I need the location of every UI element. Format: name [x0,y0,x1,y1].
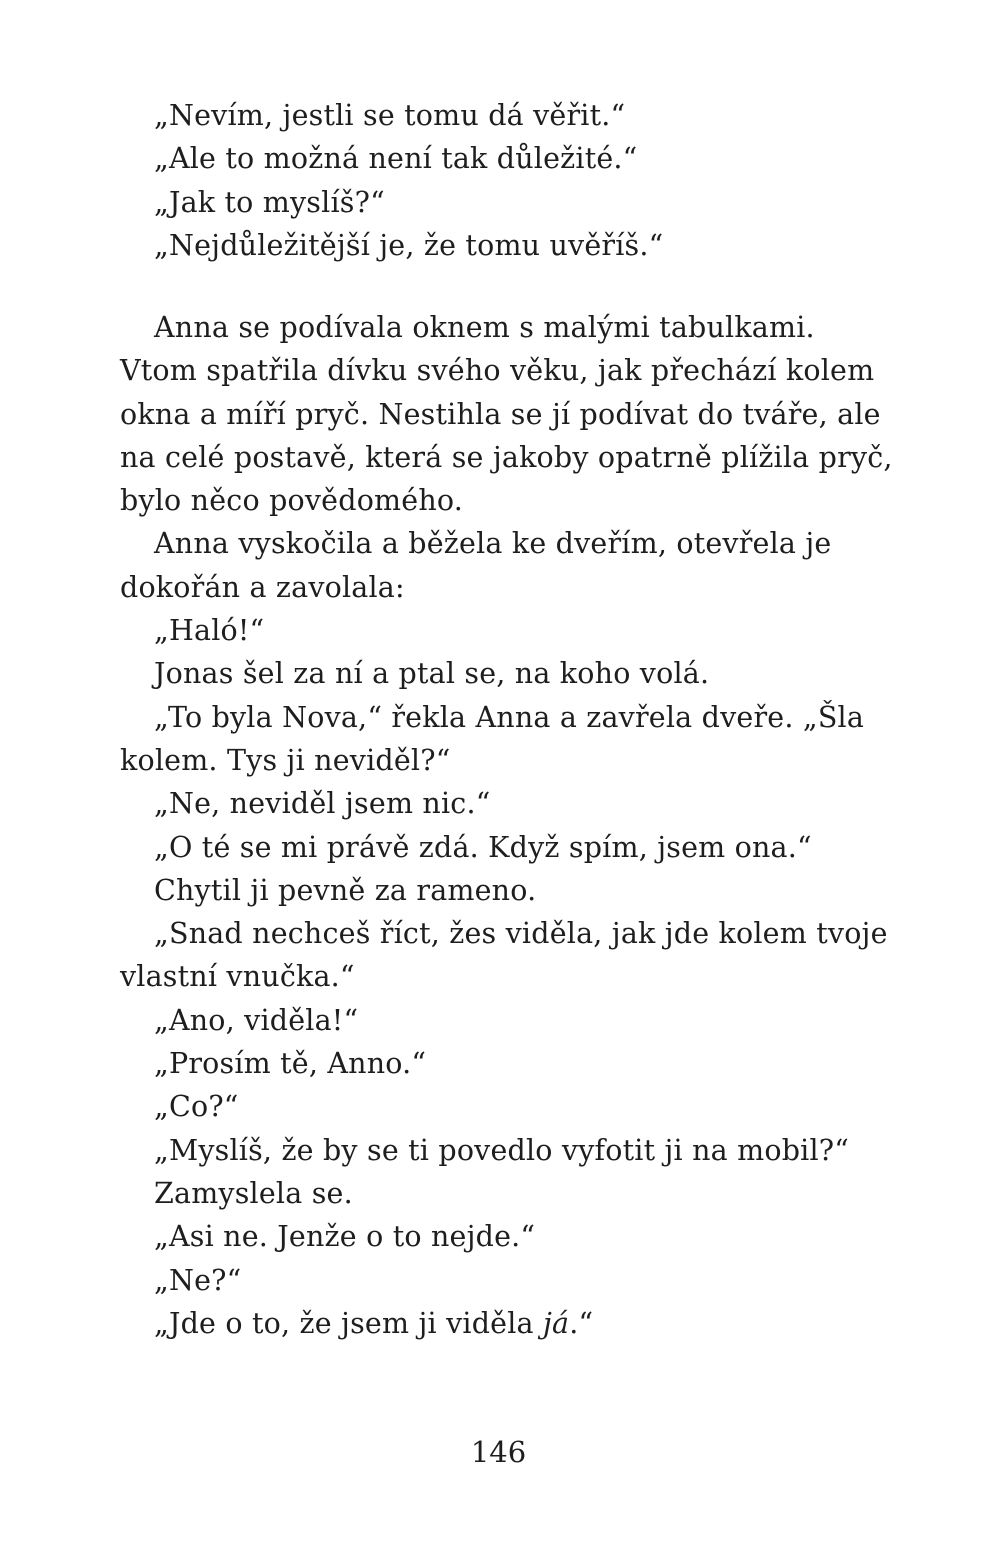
paragraph-line: „Co?“ [154,1090,239,1124]
paragraph-line: „Haló!“ [154,614,265,648]
dialogue-line: „Nevím, jestli se tomu dá věřit.“ [154,99,626,132]
final-line-text: „Jde o to, že jsem ji viděla [154,1306,543,1340]
paragraph-line: „Ne?“ [154,1263,242,1297]
paragraph-line: dokořán a zavolala: [120,570,405,604]
paragraph-line: „To byla Nova,“ řekla Anna a zavřela dveře. „Šla [154,700,865,734]
dialogue-line: „Jak to myslíš?“ [154,185,385,219]
paragraph-line: „Snad nechceš říct, žes viděla, jak jde kolem tvoje [154,917,888,951]
paragraph-line: Chytil ji pevně za rameno. [154,873,537,907]
final-line-end: .“ [569,1306,594,1340]
main-text [120,306,893,1345]
emphasis-text: já [542,1306,570,1340]
paragraph-line: Zamyslela se. [154,1176,353,1210]
paragraph-line: „O té se mi právě zdá. Když spím, jsem ona.“ [154,830,812,864]
dialogue-line: „Nejdůležitější je, že tomu uvěříš.“ [154,228,664,262]
page-number: 146 [470,1435,527,1469]
paragraph-line: „Ne, neviděl jsem nic.“ [154,787,491,821]
paragraph-line: na celé postavě, která se jakoby opatrně plížila pryč, [120,440,893,474]
paragraph-line: „Myslíš, že by se ti povedlo vyfotit ji na mobil?“ [154,1133,850,1167]
paragraph-line: kolem. Tys ji neviděl?“ [120,743,451,777]
paragraph-line: „Asi ne. Jenže o to nejde.“ [154,1220,536,1254]
paragraph-line: Vtom spatřila dívku svého věku, jak přechází kolem [120,354,875,388]
paragraph-line: Anna vyskočila a běžela ke dveřím, otevřela je [154,527,832,561]
dialogue-line: „Ale to možná není tak důležité.“ [154,142,638,176]
paragraph-line: okna a míří pryč. Nestihla se jí podívat do tváře, ale [120,397,881,431]
paragraph-line: „Ano, viděla!“ [154,1003,359,1037]
opening-dialogue [120,94,840,267]
final-dialogue-line [120,1302,840,1345]
paragraph-line: bylo něco povědomého. [120,484,464,518]
paragraph-line: Anna se podívala oknem s malými tabulkami. [154,311,815,344]
paragraph-line: „Prosím tě, Anno.“ [154,1047,427,1081]
paragraph-line: vlastní vnučka.“ [120,960,355,994]
paragraph-line: Jonas šel za ní a ptal se, na koho volá. [154,657,710,691]
